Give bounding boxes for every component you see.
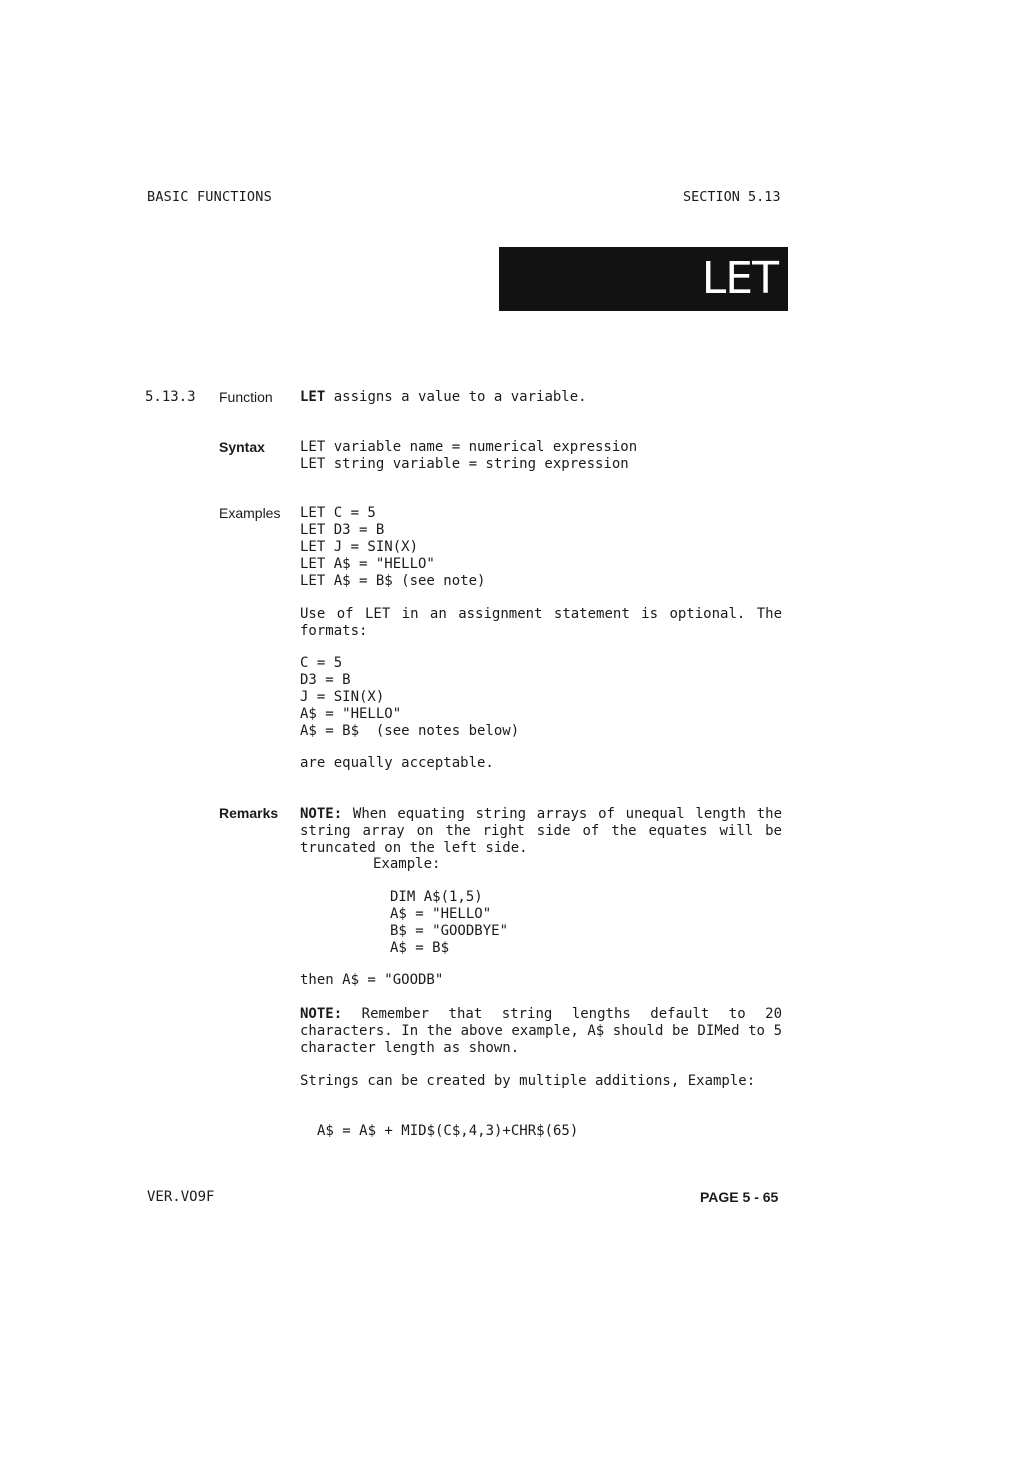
running-header-right: SECTION 5.13: [683, 189, 781, 205]
note2-prefix: NOTE:: [300, 1006, 343, 1022]
footer-version: VER.VO9F: [147, 1189, 215, 1205]
function-text: assigns a value to a variable.: [325, 389, 587, 405]
running-header-left: BASIC FUNCTIONS: [147, 189, 272, 205]
format-line: A$ = "HELLO": [300, 706, 402, 722]
syntax-label: Syntax: [219, 439, 265, 455]
then-line: then A$ = "GOODB": [300, 972, 444, 988]
syntax-line: LET variable name = numerical expression: [300, 439, 638, 455]
final-code-line: A$ = A$ + MID$(C$,4,3)+CHR$(65): [317, 1123, 579, 1139]
function-keyword: LET: [300, 389, 326, 405]
function-description: [300, 389, 587, 406]
section-number: 5.13.3: [145, 389, 196, 405]
note1-prefix: NOTE:: [300, 806, 343, 822]
syntax-line: LET string variable = string expression: [300, 456, 629, 472]
example-line: LET A$ = "HELLO": [300, 556, 435, 572]
note1-text: When equating string arrays of unequal length the string array on the right side of the equates will be truncated on the left side.: [300, 806, 782, 856]
code-line: A$ = "HELLO": [390, 906, 492, 922]
note2-paragraph: [300, 1006, 782, 1057]
format-line: D3 = B: [300, 672, 351, 688]
note1-paragraph: [300, 806, 782, 857]
example-line: LET C = 5: [300, 505, 376, 521]
code-line: DIM A$(1,5): [390, 889, 483, 905]
note1-code-block: [390, 889, 508, 957]
example-line: LET A$ = B$ (see note): [300, 573, 486, 589]
code-line: A$ = B$: [390, 940, 450, 956]
formats-block: [300, 655, 519, 740]
remarks-label: Remarks: [219, 805, 279, 821]
code-line: B$ = "GOODBYE": [390, 923, 509, 939]
examples-label: Examples: [219, 505, 281, 521]
note1-example-label: Example:: [373, 856, 441, 872]
format-line: C = 5: [300, 655, 343, 671]
optional-paragraph: Use of LET in an assignment statement is optional. The formats:: [300, 606, 782, 639]
format-line: A$ = B$ (see notes below): [300, 723, 520, 739]
acceptable-line: are equally acceptable.: [300, 755, 494, 771]
strings-paragraph: Strings can be created by multiple additions, Example:: [300, 1073, 756, 1089]
example-line: LET J = SIN(X): [300, 539, 419, 555]
footer-page-number: PAGE 5 - 65: [700, 1189, 779, 1205]
syntax-block: [300, 439, 637, 473]
examples-block: [300, 505, 485, 590]
function-label: Function: [219, 389, 273, 405]
note2-text: Remember that string lengths default to 20 characters. In the above example, A$ should be DIMed to 5 character length as shown.: [300, 1006, 782, 1056]
title-box-text: LET: [701, 253, 778, 304]
example-line: LET D3 = B: [300, 522, 385, 538]
format-line: J = SIN(X): [300, 689, 385, 705]
title-box: [499, 247, 788, 311]
